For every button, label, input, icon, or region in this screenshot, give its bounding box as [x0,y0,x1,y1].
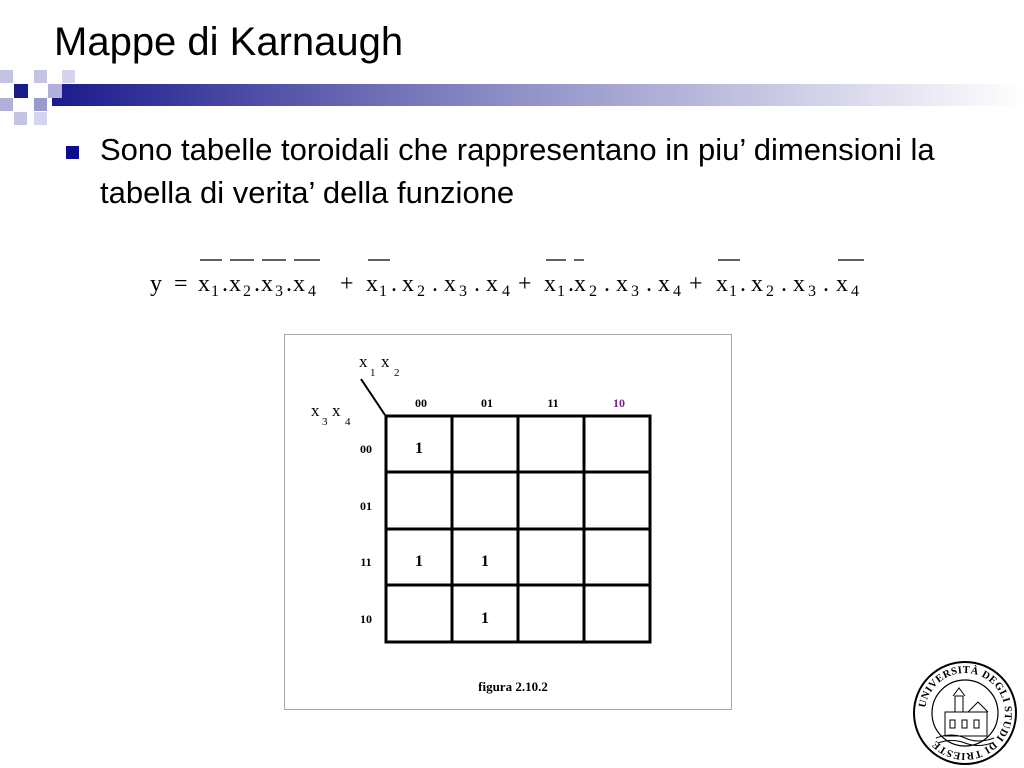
eq-var: x [261,271,273,297]
deco-square [34,98,47,111]
eq-dot: . [474,271,480,297]
eq-dot: . [646,271,652,297]
eq-sub: 4 [851,283,859,300]
column-header-highlight: 10 [613,396,625,410]
column-header: 11 [547,396,559,410]
eq-sub: 3 [808,283,816,300]
corner-top-sub: 1 [370,367,376,379]
eq-var: x [751,271,763,297]
eq-var: x [616,271,628,297]
bullet-item [62,128,992,214]
column-header: 01 [481,396,493,410]
corner-top-var: x [359,352,368,371]
corner-left-var: x [332,401,341,420]
deco-square [62,70,75,83]
eq-var: x [716,271,728,297]
deco-square [34,112,47,125]
eq-sub: 4 [308,283,316,300]
title-decoration [0,64,1024,134]
university-seal-logo [912,660,1018,766]
eq-sub: 1 [379,283,387,300]
eq-sub: 2 [589,283,597,300]
corner-left-var: x [311,401,320,420]
deco-square [14,112,27,125]
eq-dot: . [604,271,610,297]
eq-var: x [658,271,670,297]
row-header: 00 [360,442,372,456]
eq-dot: . [781,271,787,297]
eq-var: x [574,271,586,297]
eq-var: x [836,271,848,297]
boolean-equation [140,248,880,304]
deco-square [14,84,28,98]
eq-sub: 2 [766,283,774,300]
seal-ring-text: UNIVERSITÀ DEGLI STUDI DI TRIESTE [917,664,1014,762]
eq-plus: + [689,271,703,297]
eq-var: x [229,271,241,297]
row-header: 11 [360,555,372,569]
eq-var: x [793,271,805,297]
deco-square [34,70,47,83]
eq-plus: + [340,271,354,297]
eq-sub: 3 [631,283,639,300]
corner-left-sub: 4 [345,416,351,428]
deco-square [48,84,62,98]
deco-square [0,98,13,111]
eq-sub: 2 [417,283,425,300]
eq-var: x [293,271,305,297]
eq-dot: . [286,271,292,297]
kmap-cell: 1 [481,610,489,627]
eq-var: x [198,271,210,297]
eq-sub: 4 [673,283,681,300]
slide-title: Mappe di Karnaugh [54,20,404,64]
eq-plus: + [518,271,532,297]
eq-var: x [402,271,414,297]
figure-caption: figura 2.10.2 [478,679,548,694]
kmap-cell: 1 [415,440,423,457]
bullet-text: Sono tabelle toroidali che rappresentano in piu’ dimensioni la tabella di verita’ della funzione [100,132,935,210]
eq-var: x [486,271,498,297]
corner-left-sub: 3 [322,416,328,428]
eq-dot: . [823,271,829,297]
eq-var: x [544,271,556,297]
eq-sub: 3 [275,283,283,300]
eq-sub: 1 [729,283,737,300]
eq-dot: . [568,271,574,297]
corner-diagonal [361,379,385,415]
kmap-grid [386,416,650,642]
eq-dot: . [432,271,438,297]
eq-dot: . [391,271,397,297]
kmap-cell: 1 [481,553,489,570]
eq-var: x [366,271,378,297]
row-header: 01 [360,499,372,513]
corner-top-sub: 2 [394,367,400,379]
deco-square [0,70,13,83]
eq-dot: . [254,271,260,297]
eq-sub: 2 [243,283,251,300]
eq-sub: 1 [557,283,565,300]
gradient-band [52,84,1024,106]
karnaugh-figure [284,334,732,710]
column-header: 00 [415,396,427,410]
row-header: 10 [360,612,372,626]
eq-sub: 4 [502,283,510,300]
equation-equals: = [174,271,188,297]
corner-top-var: x [381,352,390,371]
kmap-cell: 1 [415,553,423,570]
equation-lhs: y [150,271,162,297]
karnaugh-map [285,335,731,709]
eq-sub: 1 [211,283,219,300]
eq-dot: . [222,271,228,297]
bullet-square-icon [66,146,79,159]
eq-var: x [444,271,456,297]
eq-dot: . [740,271,746,297]
eq-sub: 3 [459,283,467,300]
